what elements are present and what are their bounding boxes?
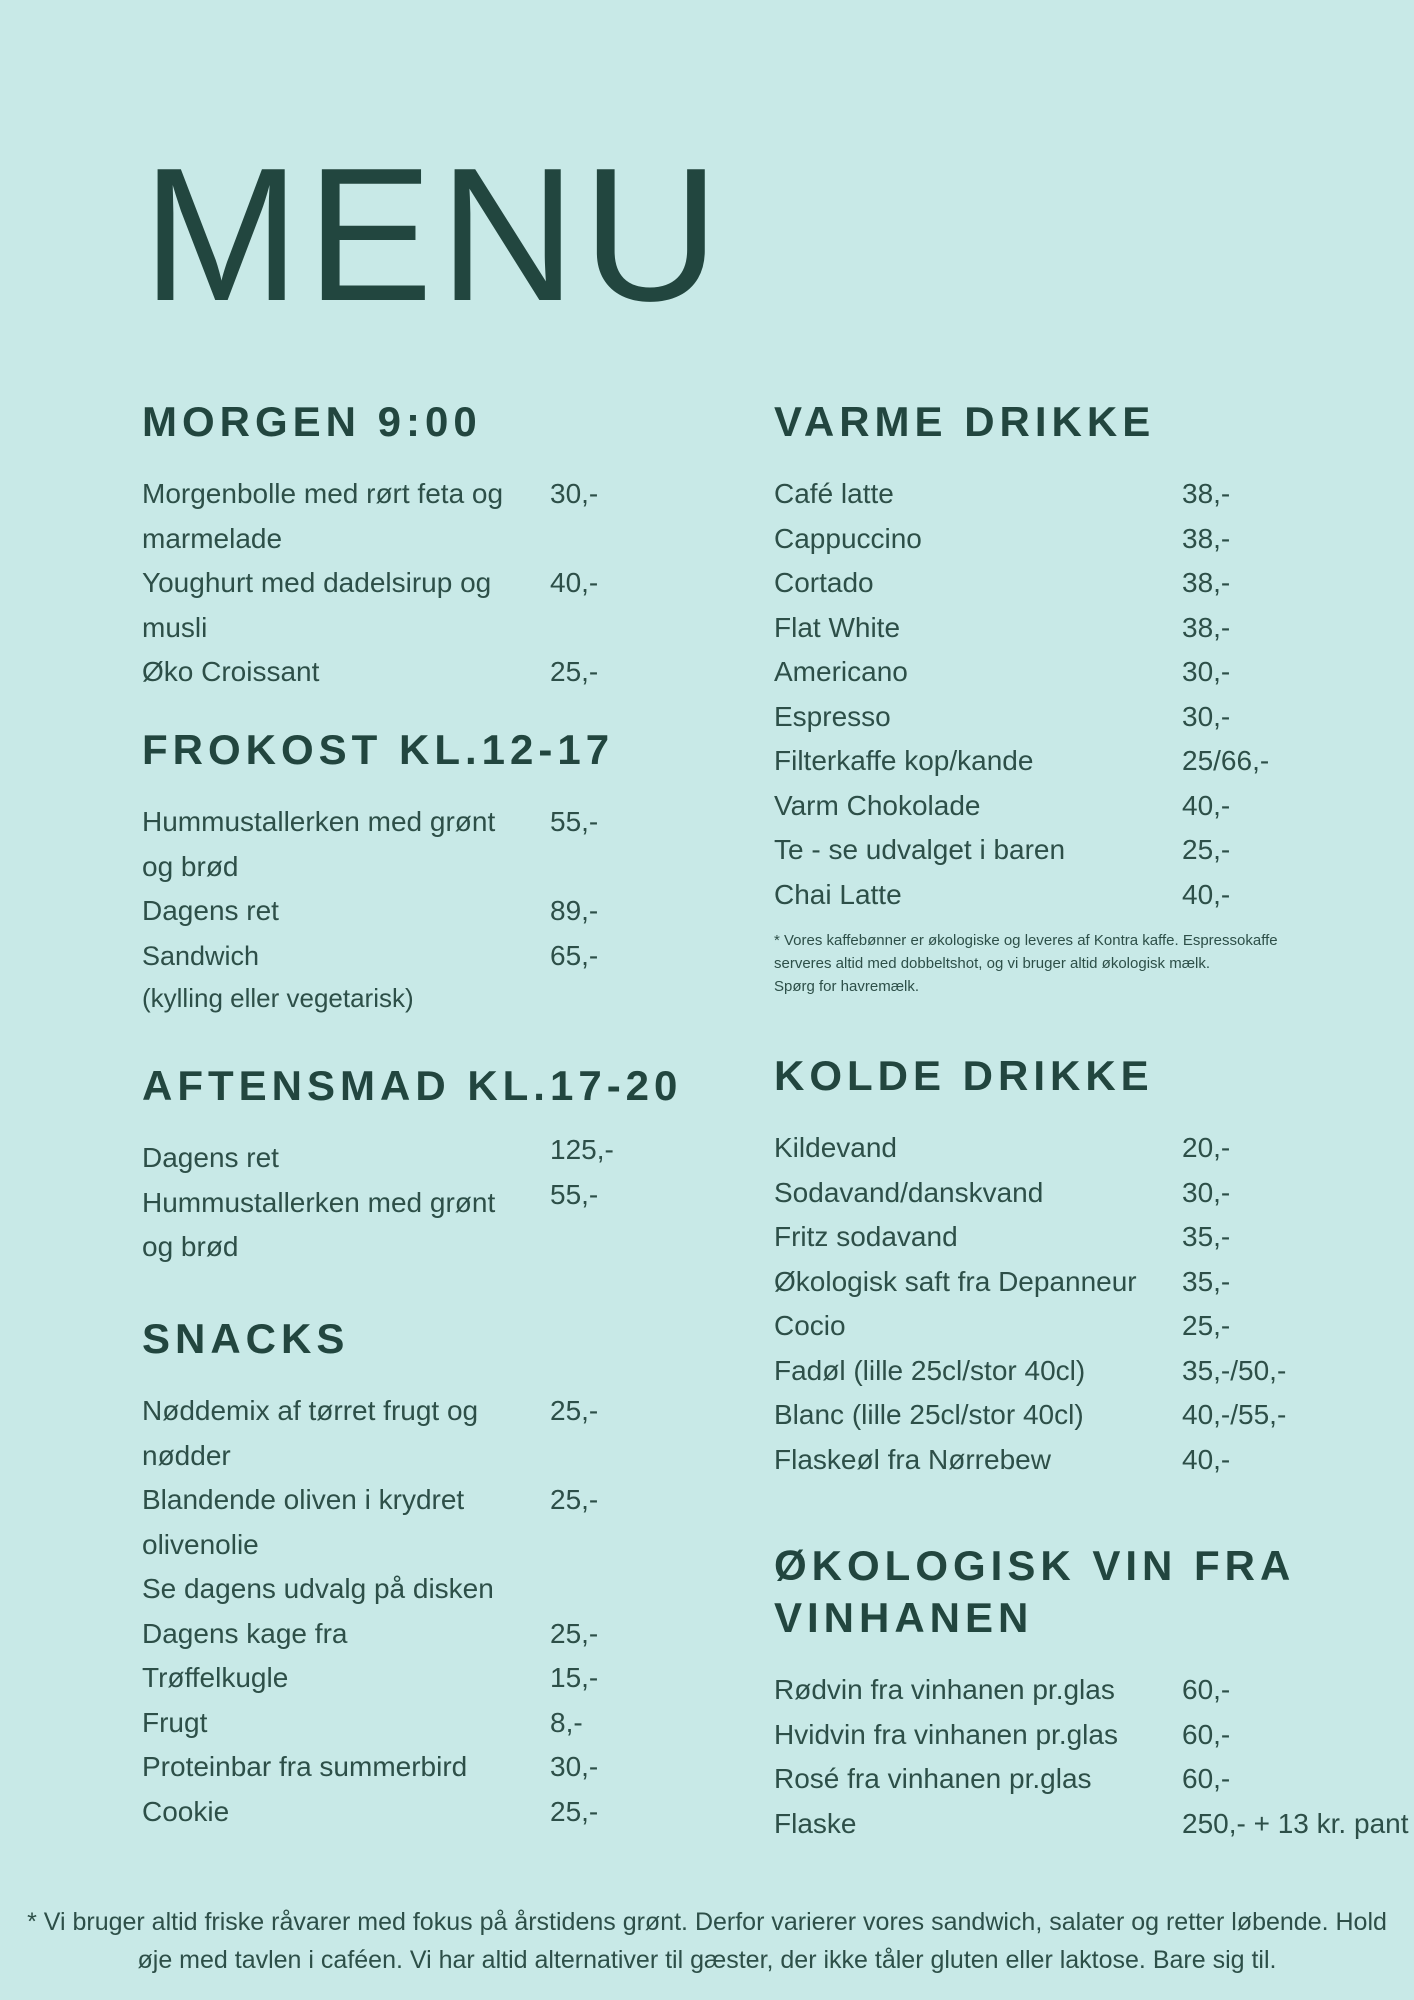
item-name: Espresso (774, 700, 891, 732)
item-price: 40,- (1182, 1443, 1231, 1475)
item-name: Hummustallerken med grønt og brød (142, 1186, 496, 1262)
section-varme-drikke (774, 396, 1394, 998)
item-name: Fadøl (lille 25cl/stor 40cl) (774, 1354, 1086, 1386)
section-heading-morgen: MORGEN 9:00 (142, 398, 482, 445)
item-price: 40,- (1182, 789, 1231, 821)
item-price: 35,- (1182, 1221, 1231, 1252)
menu-item (142, 1478, 702, 1567)
item-name: Cocio (774, 1310, 846, 1341)
item-name: Flaskeøl fra Nørrebew (774, 1443, 1051, 1475)
item-name: Trøffelkugle (142, 1662, 289, 1693)
section-heading-aftensmad: AFTENSMAD KL.17-20 (142, 1062, 683, 1109)
menu-item (774, 1802, 1409, 1847)
item-price: 25,- (550, 1395, 599, 1426)
page-title: MENU (142, 129, 726, 341)
menu-item (142, 800, 702, 889)
menu-item (142, 1136, 702, 1181)
menu-item (774, 1304, 1394, 1349)
section-oekologisk-vin (774, 1540, 1409, 1846)
menu-item (142, 1745, 702, 1790)
item-price: 15,- (550, 1662, 599, 1693)
section-heading-vin: ØKOLOGISK VIN FRA VINHANEN (774, 1542, 1294, 1641)
item-name: Filterkaffe kop/kande (774, 745, 1034, 776)
item-name: Kildevand (774, 1132, 897, 1163)
item-price: 8,- (550, 1706, 583, 1738)
item-name: Chai Latte (774, 878, 902, 910)
item-price: 38,- (1182, 478, 1231, 509)
coffee-note-line: serveres altid med dobbeltshot, og vi bruger altid økologisk mælk. (774, 955, 1211, 972)
menu-item (142, 1656, 702, 1701)
item-name: Nøddemix af tørret frugt og nødder (142, 1395, 479, 1471)
coffee-note-line: Spørg for havremælk. (774, 978, 920, 995)
menu-item (774, 606, 1394, 651)
menu-item (774, 873, 1394, 918)
item-name: Dagens ret (142, 1142, 279, 1173)
item-price: 65,- (550, 939, 599, 971)
menu-item (774, 1757, 1394, 1802)
item-name: Blanc (lille 25cl/stor 40cl) (774, 1399, 1084, 1430)
menu-item (774, 1349, 1394, 1394)
item-price: 25,- (550, 1484, 599, 1515)
menu-item (774, 1171, 1394, 1216)
menu-item (142, 1178, 702, 1270)
item-name: Økologisk saft fra Depanneur (774, 1265, 1137, 1297)
item-price: 25,- (550, 656, 599, 687)
section-snacks (142, 1313, 702, 1834)
item-price: 25,- (1182, 834, 1231, 865)
item-price: 30,- (1182, 700, 1231, 732)
section-heading-frokost: FROKOST KL.12-17 (142, 726, 615, 773)
item-name: Cookie (142, 1795, 230, 1827)
item-name: Café latte (774, 478, 894, 509)
item-price: 250,- + 13 kr. pant (1182, 1807, 1409, 1839)
item-name: Se dagens udvalg på disken (142, 1573, 494, 1604)
item-name: Sodavand/danskvand (774, 1176, 1044, 1208)
menu-item (142, 1701, 702, 1746)
section-aftensmad (142, 1060, 702, 1270)
item-price: 38,- (1182, 611, 1231, 643)
section-kolde-drikke (774, 1050, 1394, 1482)
footer-note-line: * Vi bruger altid friske råvarer med fokus på årstidens grønt. Derfor varierer vores sandwich, salater og retter løbende. Hold (27, 1908, 1387, 1936)
section-heading-varme: VARME DRIKKE (774, 398, 1156, 445)
menu-item (774, 1393, 1394, 1438)
menu-item (774, 1215, 1394, 1260)
footer-note (24, 1903, 1390, 1979)
item-price: 40,-/55,- (1182, 1399, 1287, 1430)
item-price: 35,- (1182, 1265, 1231, 1297)
section-heading-kolde: KOLDE DRIKKE (774, 1052, 1154, 1099)
coffee-note (774, 929, 1334, 998)
section-heading-snacks: SNACKS (142, 1315, 350, 1362)
menu-item (774, 1713, 1394, 1758)
item-price: 60,- (1182, 1763, 1231, 1794)
item-price: 25/66,- (1182, 745, 1270, 776)
item-name: Flaske (774, 1807, 857, 1839)
item-name: Proteinbar fra summerbird (142, 1751, 468, 1782)
item-price: 25,- (550, 1617, 599, 1649)
item-name: Øko Croissant (142, 656, 320, 687)
item-name: Cappuccino (774, 522, 922, 554)
item-name: Dagens kage fra (142, 1617, 348, 1649)
item-price: 55,- (550, 806, 599, 837)
item-name: Frugt (142, 1706, 208, 1738)
item-name: Rosé fra vinhanen pr.glas (774, 1763, 1092, 1794)
item-name: Cortado (774, 567, 874, 598)
item-price: 89,- (550, 895, 599, 926)
item-price: 35,-/50,- (1182, 1354, 1287, 1386)
menu-item (774, 784, 1394, 829)
menu-item (774, 517, 1394, 562)
menu-item (142, 934, 702, 1019)
item-price: 40,- (1182, 878, 1231, 910)
item-price: 38,- (1182, 522, 1231, 554)
menu-item (142, 1612, 702, 1657)
item-name: Rødvin fra vinhanen pr.glas (774, 1674, 1115, 1705)
menu-item (142, 472, 702, 561)
section-frokost (142, 724, 702, 1018)
menu-item (774, 1260, 1394, 1305)
footer-note-line: øje med tavlen i caféen. Vi har altid alternativer til gæster, der ikke tåler gluten eller laktose. Bare sig til. (137, 1946, 1277, 1974)
item-name: Varm Chokolade (774, 789, 981, 821)
item-name: Sandwich (142, 940, 260, 971)
item-name: Hummustallerken med grønt og brød (142, 806, 496, 882)
menu-item (774, 1668, 1394, 1713)
menu-item (774, 561, 1394, 606)
item-name: Youghurt med dadelsirup og musli (142, 567, 492, 643)
item-price: 25,- (1182, 1310, 1231, 1341)
item-name: Blandende oliven i krydret olivenolie (142, 1484, 465, 1560)
item-name: Dagens ret (142, 895, 279, 926)
menu-item (774, 1438, 1394, 1483)
menu-item (142, 1790, 702, 1835)
menu-item (774, 1126, 1394, 1171)
menu-item (774, 472, 1394, 517)
item-price: 60,- (1182, 1674, 1231, 1705)
item-name: Te - se udvalget i baren (774, 834, 1066, 865)
item-subtext: (kylling eller vegetarisk) (142, 983, 414, 1013)
item-name: Hvidvin fra vinhanen pr.glas (774, 1718, 1118, 1750)
menu-item (142, 889, 702, 934)
item-name: Fritz sodavand (774, 1221, 958, 1252)
item-price: 40,- (550, 567, 599, 598)
menu-item (774, 695, 1394, 740)
item-price: 30,- (550, 478, 599, 509)
menu-item (142, 1567, 702, 1612)
section-morgen (142, 396, 702, 695)
item-price: 38,- (1182, 567, 1231, 598)
menu-item (142, 561, 702, 650)
menu-item (142, 1389, 702, 1478)
item-price: 125,- (550, 1134, 614, 1165)
item-price: 60,- (1182, 1718, 1231, 1750)
item-price: 30,- (1182, 1176, 1231, 1208)
menu-item (774, 739, 1394, 784)
item-name: Americano (774, 656, 908, 687)
menu-item (774, 828, 1394, 873)
item-price: 30,- (550, 1751, 599, 1782)
item-price: 55,- (550, 1178, 599, 1210)
menu-item (774, 650, 1394, 695)
item-name: Morgenbolle med rørt feta og marmelade (142, 478, 504, 554)
item-price: 20,- (1182, 1132, 1231, 1163)
menu-item (142, 650, 702, 695)
item-price: 25,- (550, 1795, 599, 1827)
item-name: Flat White (774, 611, 901, 643)
item-price: 30,- (1182, 656, 1231, 687)
coffee-note-line: * Vores kaffebønner er økologiske og leveres af Kontra kaffe. Espressokaffe (774, 932, 1278, 949)
